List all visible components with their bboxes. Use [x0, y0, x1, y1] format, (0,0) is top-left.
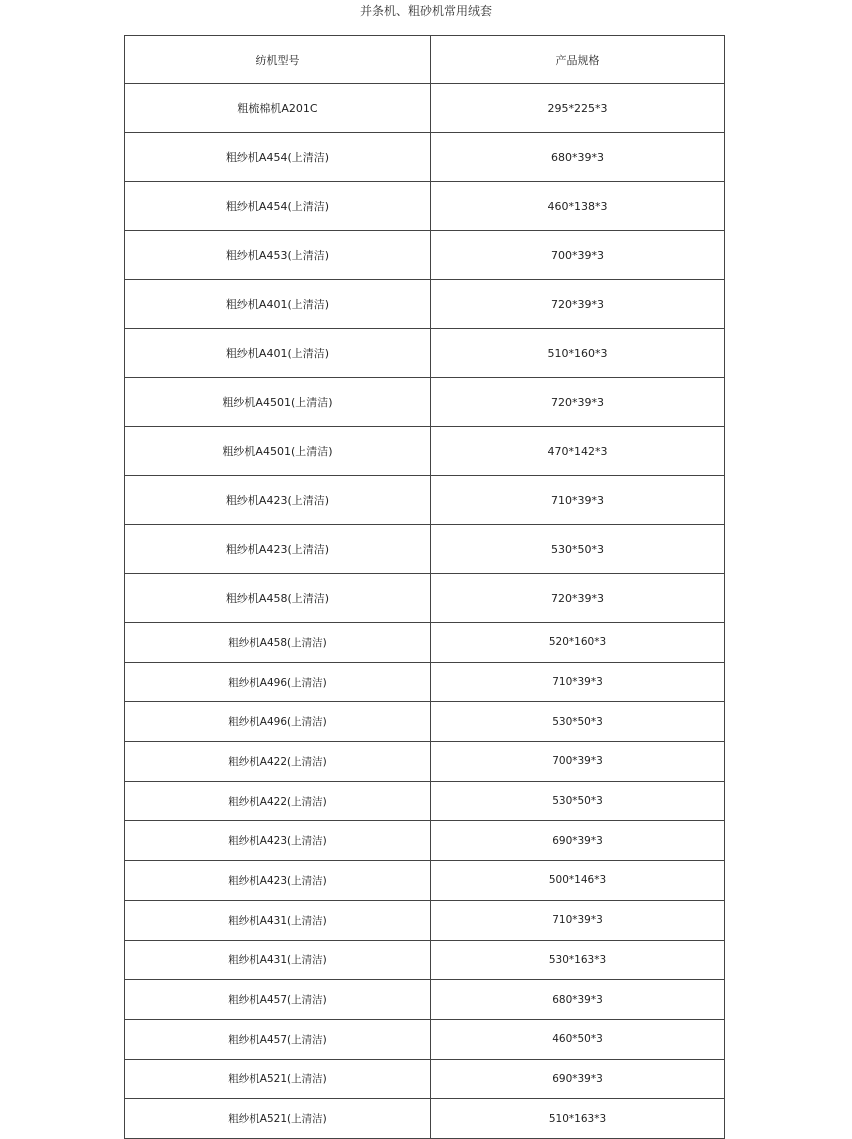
cell-spec: 720*39*3 [431, 378, 725, 427]
table-row [125, 980, 725, 1020]
cell-spec: 530*50*3 [431, 781, 725, 821]
table-row [125, 280, 725, 329]
cell-model: 粗纱机A496(上清洁) [125, 702, 431, 742]
cell-model: 粗纱机A422(上清洁) [125, 742, 431, 782]
column-header-spec: 产品规格 [431, 36, 725, 84]
table-row [125, 182, 725, 231]
table-row [125, 329, 725, 378]
table-row [125, 742, 725, 782]
cell-spec: 700*39*3 [431, 231, 725, 280]
cell-model: 粗纱机A521(上清洁) [125, 1099, 431, 1139]
cell-spec: 720*39*3 [431, 280, 725, 329]
cell-model: 粗纱机A457(上清洁) [125, 980, 431, 1020]
cell-spec: 460*138*3 [431, 182, 725, 231]
cell-model: 粗纱机A423(上清洁) [125, 525, 431, 574]
cell-model: 粗纱机A431(上清洁) [125, 900, 431, 940]
cell-model: 粗纱机A4501(上清洁) [125, 427, 431, 476]
cell-spec: 710*39*3 [431, 662, 725, 702]
table-row [125, 702, 725, 742]
cell-spec: 295*225*3 [431, 84, 725, 133]
cell-spec: 510*163*3 [431, 1099, 725, 1139]
cell-model: 粗纱机A453(上清洁) [125, 231, 431, 280]
table-row [125, 1019, 725, 1059]
cell-spec: 690*39*3 [431, 821, 725, 861]
table-row [125, 525, 725, 574]
table-row [125, 574, 725, 623]
cell-model: 粗纱机A401(上清洁) [125, 280, 431, 329]
cell-spec: 710*39*3 [431, 900, 725, 940]
table-row [125, 940, 725, 980]
table-row [125, 821, 725, 861]
table-row [125, 861, 725, 901]
table-row [125, 378, 725, 427]
table-row [125, 900, 725, 940]
cell-spec: 700*39*3 [431, 742, 725, 782]
cell-spec: 680*39*3 [431, 133, 725, 182]
spec-table [124, 35, 725, 1139]
cell-spec: 690*39*3 [431, 1059, 725, 1099]
table-row [125, 662, 725, 702]
cell-model: 粗纱机A457(上清洁) [125, 1019, 431, 1059]
cell-model: 粗纱机A521(上清洁) [125, 1059, 431, 1099]
table-row [125, 1059, 725, 1099]
cell-spec: 470*142*3 [431, 427, 725, 476]
cell-spec: 500*146*3 [431, 861, 725, 901]
cell-spec: 510*160*3 [431, 329, 725, 378]
table-body [125, 84, 725, 1139]
cell-model: 粗纱机A423(上清洁) [125, 476, 431, 525]
cell-model: 粗纱机A454(上清洁) [125, 133, 431, 182]
table-row [125, 1099, 725, 1139]
cell-model: 粗纱机A422(上清洁) [125, 781, 431, 821]
cell-model: 粗纱机A458(上清洁) [125, 623, 431, 663]
cell-model: 粗纱机A4501(上清洁) [125, 378, 431, 427]
cell-spec: 530*50*3 [431, 525, 725, 574]
cell-model: 粗纱机A458(上清洁) [125, 574, 431, 623]
table-row [125, 133, 725, 182]
table-row [125, 231, 725, 280]
cell-model: 粗梳棉机A201C [125, 84, 431, 133]
cell-spec: 720*39*3 [431, 574, 725, 623]
cell-model: 粗纱机A423(上清洁) [125, 821, 431, 861]
column-header-model: 纺机型号 [125, 36, 431, 84]
page-title: 并条机、粗砂机常用绒套 [359, 4, 492, 18]
cell-spec: 680*39*3 [431, 980, 725, 1020]
cell-model: 粗纱机A496(上清洁) [125, 662, 431, 702]
cell-model: 粗纱机A401(上清洁) [125, 329, 431, 378]
table-row [125, 84, 725, 133]
table-row [125, 476, 725, 525]
cell-spec: 460*50*3 [431, 1019, 725, 1059]
table-row [125, 781, 725, 821]
cell-model: 粗纱机A423(上清洁) [125, 861, 431, 901]
cell-spec: 530*163*3 [431, 940, 725, 980]
table-row [125, 623, 725, 663]
cell-spec: 520*160*3 [431, 623, 725, 663]
table-row [125, 427, 725, 476]
cell-model: 粗纱机A454(上清洁) [125, 182, 431, 231]
cell-spec: 710*39*3 [431, 476, 725, 525]
cell-model: 粗纱机A431(上清洁) [125, 940, 431, 980]
cell-spec: 530*50*3 [431, 702, 725, 742]
table-header-row [125, 36, 725, 84]
